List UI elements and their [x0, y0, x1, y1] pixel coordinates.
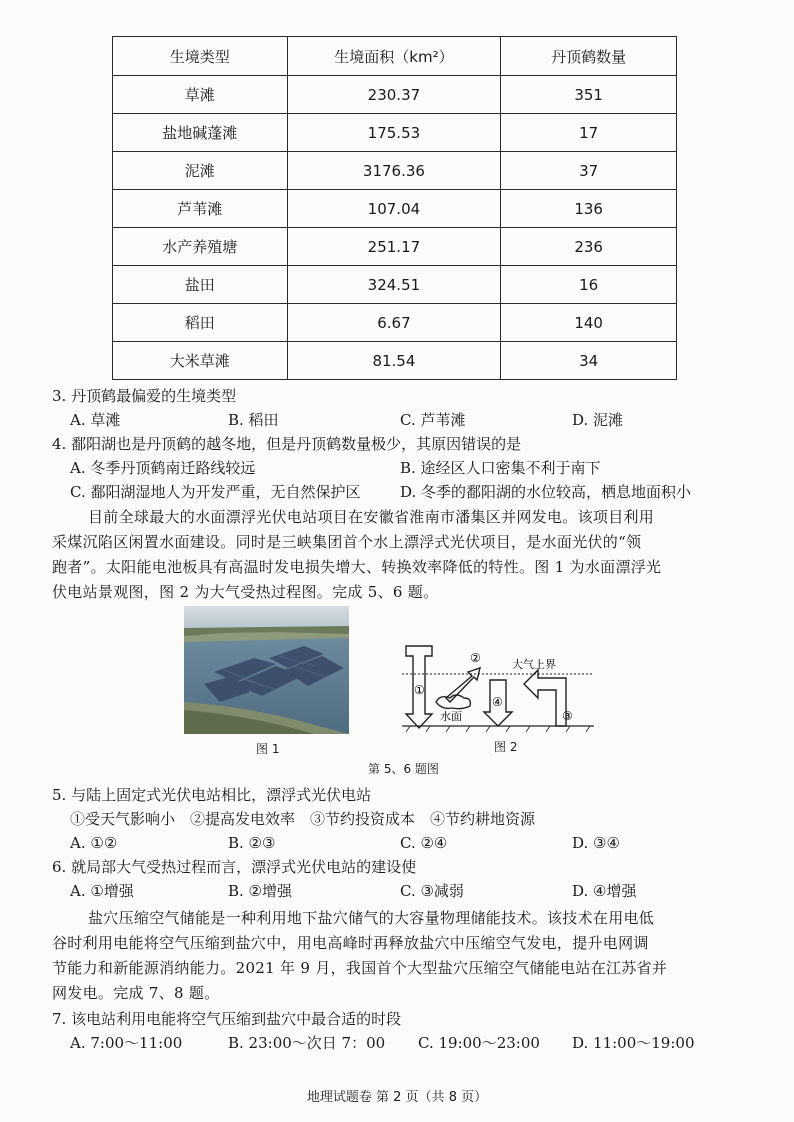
passage2-line-1: 盐穴压缩空气储能是一种利用地下盐穴储气的大容量物理储能技术。该技术在用电低	[88, 909, 655, 927]
q3-option-c: C. 芦苇滩	[400, 411, 466, 429]
passage1-line-2: 采煤沉陷区闲置水面建设。同时是三峡集团首个水上漂浮式光伏项目，是水面光伏的“领	[52, 533, 642, 551]
q6-stem: 6. 就局部大气受热过程而言，漂浮式光伏电站的建设使	[52, 858, 417, 876]
table-row	[113, 304, 677, 342]
cell-count: 34	[501, 342, 677, 380]
table-row	[113, 228, 677, 266]
cell-count: 37	[501, 152, 677, 190]
cell-count: 17	[501, 114, 677, 152]
cell-type: 芦苇滩	[113, 190, 288, 228]
q4-stem: 4. 鄱阳湖也是丹顶鹤的越冬地，但是丹顶鹤数量极少，其原因错误的是	[52, 435, 522, 453]
header-habitat-area: 生境面积（km²）	[287, 37, 501, 76]
table-row	[113, 114, 677, 152]
figure-group-caption: 第 5、6 题图	[368, 762, 439, 776]
header-crane-count: 丹顶鹤数量	[501, 37, 677, 76]
cell-type: 稻田	[113, 304, 288, 342]
cell-area: 230.37	[287, 76, 501, 114]
cell-count: 140	[501, 304, 677, 342]
cell-area: 251.17	[287, 228, 501, 266]
cell-area: 6.67	[287, 304, 501, 342]
passage1-line-4: 伏电站景观图，图 2 为大气受热过程图。完成 5、6 题。	[52, 583, 439, 601]
q7-stem: 7. 该电站利用电能将空气压缩到盐穴中最合适的时段	[52, 1010, 402, 1028]
label-3: ③	[562, 709, 573, 723]
q6-option-c: C. ③减弱	[400, 882, 464, 900]
q7-option-b: B. 23:00～次日 7：00	[228, 1034, 386, 1052]
passage2-line-2: 谷时利用电能将空气压缩到盐穴中，用电高峰时再释放盐穴中压缩空气发电，提升电网调	[52, 934, 649, 952]
q3-option-b: B. 稻田	[228, 411, 279, 429]
atmosphere-heating-diagram	[400, 632, 596, 738]
cell-area: 3176.36	[287, 152, 501, 190]
passage1-line-3: 跑者”。太阳能电池板具有高温时发电损失增大、转换效率降低的特性。图 1 为水面漂浮光	[52, 558, 662, 576]
habitat-table	[112, 36, 677, 380]
q4-option-b: B. 途经区人口密集不利于南下	[400, 459, 601, 477]
header-habitat-type: 生境类型	[113, 37, 288, 76]
q6-option-a: A. ①增强	[70, 882, 134, 900]
label-atmosphere-top: 大气上界	[512, 658, 556, 671]
cell-type: 大米草滩	[113, 342, 288, 380]
q6-option-d: D. ④增强	[572, 882, 637, 900]
cell-type: 盐田	[113, 266, 288, 304]
cell-area: 107.04	[287, 190, 501, 228]
table-row	[113, 342, 677, 380]
q3-stem: 3. 丹顶鹤最偏爱的生境类型	[52, 387, 237, 405]
passage2-line-3: 节能力和新能源消纳能力。2021 年 9 月，我国首个大型盐穴压缩空气储能电站在江苏省并	[52, 959, 668, 977]
q5-option-a: A. ①②	[70, 834, 118, 852]
cell-type: 水产养殖塘	[113, 228, 288, 266]
cell-area: 324.51	[287, 266, 501, 304]
page-footer: 地理试题卷 第 2 页（共 8 页）	[306, 1090, 488, 1105]
q3-option-a: A. 草滩	[70, 411, 121, 429]
q7-option-c: C. 19:00～23:00	[418, 1034, 540, 1052]
cell-type: 草滩	[113, 76, 288, 114]
fig2-caption: 图 2	[494, 740, 518, 754]
floating-pv-photo	[184, 606, 349, 734]
q4-option-d: D. 冬季的鄱阳湖的水位较高，栖息地面积小	[400, 483, 692, 501]
cell-count: 351	[501, 76, 677, 114]
cell-area: 81.54	[287, 342, 501, 380]
label-4: ④	[492, 695, 503, 709]
q4-option-a: A. 冬季丹顶鹤南迁路线较远	[70, 459, 256, 477]
label-water-surface: 水面	[440, 710, 462, 723]
q3-option-d: D. 泥滩	[572, 411, 624, 429]
passage1-line-1: 目前全球最大的水面漂浮光伏电站项目在安徽省淮南市潘集区并网发电。该项目利用	[88, 508, 655, 526]
table-header-row	[113, 37, 677, 76]
cell-count: 16	[501, 266, 677, 304]
label-2: ②	[470, 651, 481, 665]
q5-option-d: D. ③④	[572, 834, 620, 852]
label-1: ①	[414, 683, 425, 697]
table-row	[113, 152, 677, 190]
q7-option-d: D. 11:00～19:00	[572, 1034, 695, 1052]
q5-option-b: B. ②③	[228, 834, 276, 852]
table-row	[113, 76, 677, 114]
table-row	[113, 266, 677, 304]
passage2-line-4: 网发电。完成 7、8 题。	[52, 984, 220, 1002]
q6-option-b: B. ②增强	[228, 882, 293, 900]
cell-type: 盐地碱蓬滩	[113, 114, 288, 152]
q5-stem: 5. 与陆上固定式光伏电站相比，漂浮式光伏电站	[52, 786, 372, 804]
cell-count: 136	[501, 190, 677, 228]
q5-option-c: C. ②④	[400, 834, 448, 852]
q4-option-c: C. 鄱阳湖湿地人为开发严重，无自然保护区	[70, 483, 361, 501]
cell-area: 175.53	[287, 114, 501, 152]
cell-count: 236	[501, 228, 677, 266]
fig1-caption: 图 1	[256, 742, 280, 756]
q5-items: ①受天气影响小 ②提高发电效率 ③节约投资成本 ④节约耕地资源	[70, 810, 536, 828]
cell-type: 泥滩	[113, 152, 288, 190]
table-row	[113, 190, 677, 228]
q7-option-a: A. 7:00～11:00	[70, 1034, 183, 1052]
